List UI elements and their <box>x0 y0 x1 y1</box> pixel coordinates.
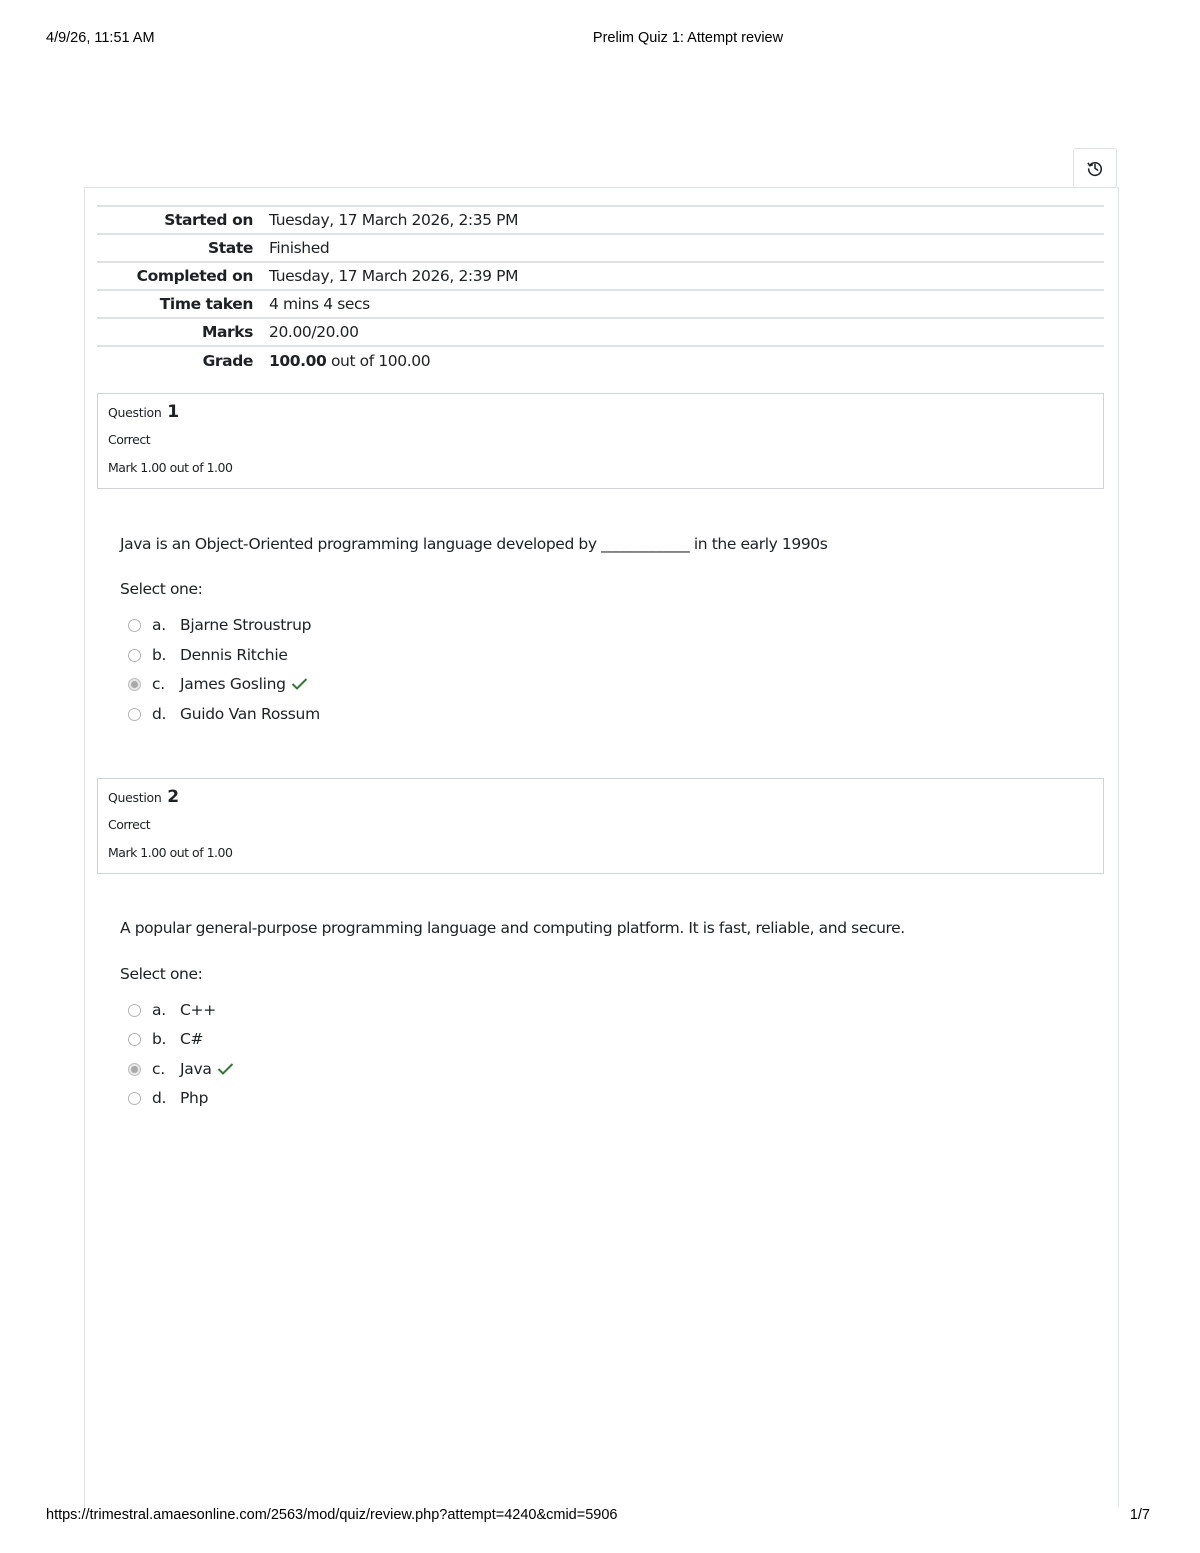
correct-check-icon <box>291 677 308 691</box>
answer-letter: c. <box>152 1060 165 1078</box>
summary-value: Tuesday, 17 March 2026, 2:35 PM <box>269 206 1104 234</box>
correct-check-icon <box>217 1062 234 1076</box>
answer-option[interactable] <box>128 1028 203 1050</box>
question-state: Correct <box>108 432 151 447</box>
grade-score: 100.00 <box>269 351 327 370</box>
answer-letter: d. <box>152 705 167 723</box>
summary-value: 4 mins 4 secs <box>269 290 1104 318</box>
summary-row-started <box>97 206 1104 234</box>
answer-option[interactable] <box>128 999 216 1021</box>
select-one-label: Select one: <box>120 965 203 983</box>
answer-text: C++ <box>180 1001 216 1019</box>
summary-label: Marks <box>97 318 269 346</box>
question-mark: Mark 1.00 out of 1.00 <box>108 845 233 860</box>
question-label: Question <box>108 405 162 420</box>
answer-option-selected[interactable] <box>128 673 308 695</box>
question-info-2 <box>97 778 1104 874</box>
summary-row-completed <box>97 262 1104 290</box>
print-header <box>0 30 1200 50</box>
answer-letter: a. <box>152 1001 166 1019</box>
question-number <box>108 787 179 807</box>
answer-option[interactable] <box>128 703 320 725</box>
radio-button[interactable] <box>128 1033 141 1046</box>
summary-row-state <box>97 234 1104 262</box>
history-button[interactable] <box>1073 148 1117 188</box>
print-datetime: 4/9/26, 11:51 AM <box>46 30 155 46</box>
radio-button[interactable] <box>128 619 141 632</box>
answer-option[interactable] <box>128 614 311 636</box>
answer-letter: a. <box>152 616 166 634</box>
print-title: Prelim Quiz 1: Attempt review <box>592 30 784 46</box>
question-label: Question <box>108 790 162 805</box>
answer-text: C# <box>180 1030 204 1048</box>
print-footer <box>0 1507 1200 1527</box>
question-number-value: 1 <box>167 402 179 422</box>
question-text-1: Java is an Object-Oriented programming language developed by ____________ in the early 1990s <box>120 535 828 553</box>
radio-button-checked[interactable] <box>128 678 141 691</box>
summary-row-time-taken <box>97 290 1104 318</box>
radio-button[interactable] <box>128 708 141 721</box>
summary-value <box>269 346 1104 374</box>
summary-value: Tuesday, 17 March 2026, 2:39 PM <box>269 262 1104 290</box>
select-one-label: Select one: <box>120 580 203 598</box>
radio-button[interactable] <box>128 1092 141 1105</box>
answer-letter: c. <box>152 675 165 693</box>
answer-text: Java <box>180 1060 212 1078</box>
history-icon <box>1086 159 1104 177</box>
question-state: Correct <box>108 817 151 832</box>
question-info-1 <box>97 393 1104 489</box>
radio-button[interactable] <box>128 649 141 662</box>
summary-label: Grade <box>202 351 253 370</box>
question-number-value: 2 <box>167 787 179 807</box>
grade-out-of: out of 100.00 <box>326 351 431 370</box>
summary-label: State <box>97 234 269 262</box>
answer-text: Php <box>180 1089 209 1107</box>
summary-label: Completed on <box>97 262 269 290</box>
answer-text: Guido Van Rossum <box>180 705 320 723</box>
radio-button-checked[interactable] <box>128 1063 141 1076</box>
answer-letter: b. <box>152 646 167 664</box>
summary-value: Finished <box>269 234 1104 262</box>
summary-label: Started on <box>97 206 269 234</box>
summary-value: 20.00/20.00 <box>269 318 1104 346</box>
question-number <box>108 402 179 422</box>
answer-text: Bjarne Stroustrup <box>180 616 312 634</box>
answer-option[interactable] <box>128 1087 208 1109</box>
answer-option[interactable] <box>128 644 288 666</box>
question-text-2: A popular general-purpose programming language and computing platform. It is fast, reliable, and secure. <box>120 919 905 937</box>
answer-text: Dennis Ritchie <box>180 646 288 664</box>
answer-text: James Gosling <box>180 675 286 693</box>
summary-row-marks <box>97 318 1104 346</box>
summary-label: Time taken <box>97 290 269 318</box>
attempt-summary-table <box>97 205 1104 374</box>
summary-row-grade <box>97 346 1104 374</box>
radio-button[interactable] <box>128 1004 141 1017</box>
page-url: https://trimestral.amaesonline.com/2563/mod/quiz/review.php?attempt=4240&cmid=5906 <box>46 1507 618 1523</box>
question-mark: Mark 1.00 out of 1.00 <box>108 460 233 475</box>
answer-letter: d. <box>152 1089 167 1107</box>
page-number: 1/7 <box>1129 1507 1150 1523</box>
answer-letter: b. <box>152 1030 167 1048</box>
answer-option-selected[interactable] <box>128 1058 234 1080</box>
